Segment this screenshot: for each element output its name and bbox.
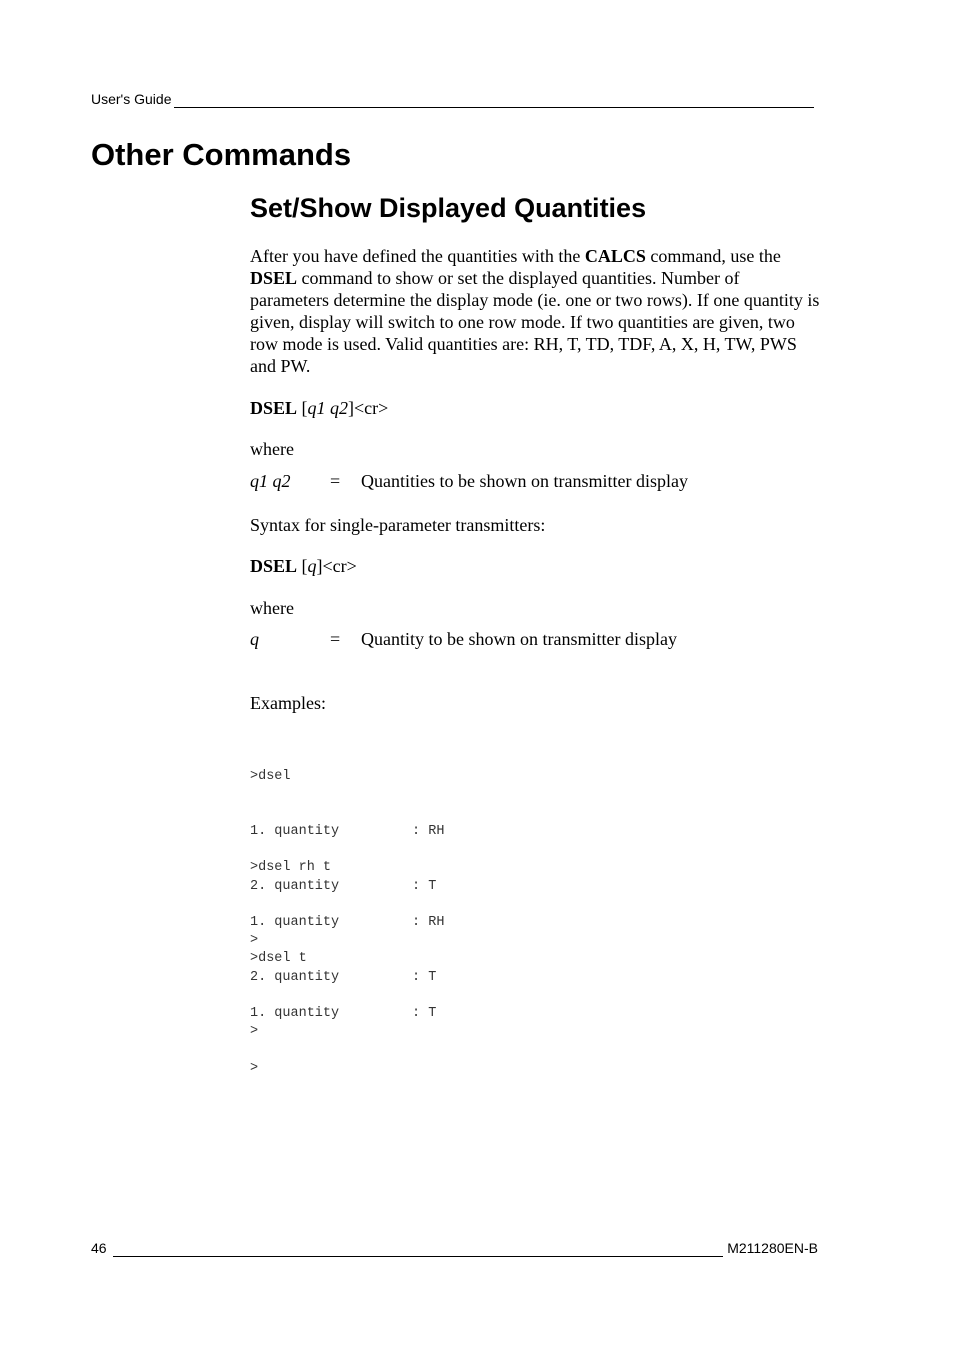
page-number: 46 [91,1240,107,1256]
parameter-equals-single: = [330,629,341,649]
code-line: >dsel [250,769,291,785]
syntax-line-single [250,555,820,577]
code-line: 2. quantity : T [250,969,437,985]
syntax-open-single: [ [297,556,308,576]
code-line: > [250,933,259,949]
code-line: >dsel rh t [250,860,332,876]
parameter-definition [250,470,820,492]
syntax-close-single: ]<cr> [316,556,357,576]
page-footer [91,1239,818,1257]
parameter-term-single: q [250,629,259,649]
parameter-description-single: Quantity to be shown on transmitter display [361,629,677,649]
page-header [91,90,814,108]
parameter-term: q1 q2 [250,471,291,491]
intro-text-1: After you have defined the quantities with the [250,246,585,266]
syntax-args-single: q [307,556,317,576]
where-label-single: where [250,598,294,618]
syntax-command-single: DSEL [250,556,298,576]
document-code: M211280EN-B [727,1240,818,1256]
code-line: 2. quantity : T [250,878,437,894]
syntax-line [250,397,820,419]
example-block-3 [250,914,650,1096]
parameter-definition-single [250,628,820,650]
where-label: where [250,439,294,459]
code-line: >dsel t [250,951,307,967]
syntax-close: ]<cr> [348,398,389,418]
intro-text-3: command to show or set the displayed quantities. Number of parameters determine the display mode (ie. one or two rows). If one quantity is given, display will switch to one row mode. If two quantities are given, two row mode is used. Valid quantities are: RH, T, TD, TDF, A, X, H, TW, PWS and PW. [250,268,820,376]
intro-text-2: command, use the [645,246,781,266]
parameter-description: Quantities to be shown on transmitter display [361,471,688,491]
single-parameter-intro: Syntax for single-parameter transmitters: [250,515,546,535]
code-line: > [250,1024,259,1040]
intro-command-dsel: DSEL [250,268,298,288]
intro-paragraph [250,245,820,377]
examples-label: Examples: [250,693,326,713]
syntax-command: DSEL [250,398,298,418]
header-title: User's Guide [91,91,172,107]
intro-command-calcs: CALCS [584,246,646,266]
code-line: 1. quantity : T [250,1006,437,1021]
syntax-args: q1 q2 [307,398,349,418]
header-rule [174,93,814,108]
parameter-equals: = [330,471,341,491]
syntax-open: [ [297,398,308,418]
footer-rule [113,1242,724,1257]
code-line: 1. quantity : RH [250,915,445,930]
code-line: 1. quantity : RH [250,824,445,839]
section-title: Set/Show Displayed Quantities [250,193,647,223]
page-title: Other Commands [91,137,352,172]
code-line: > [250,1060,259,1076]
